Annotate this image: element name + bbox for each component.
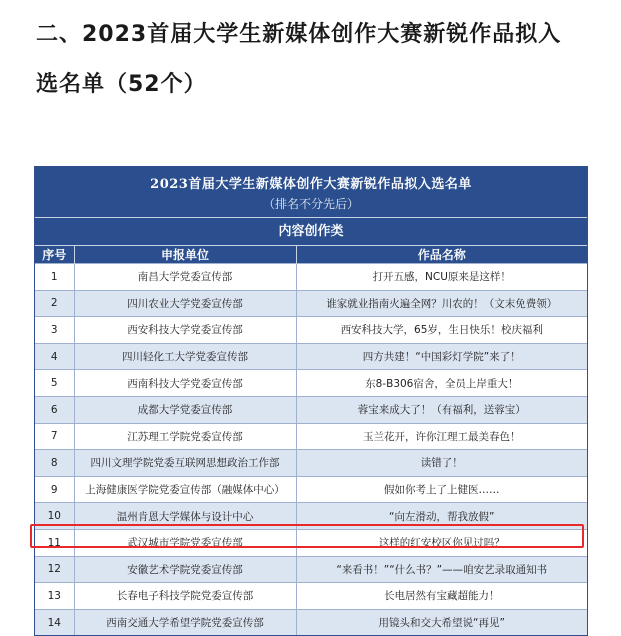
- table-row: [35, 556, 587, 583]
- row-work: 打开五感，NCU原来是这样！: [296, 264, 587, 291]
- row-unit: 温州肯恩大学媒体与设计中心: [74, 503, 296, 530]
- row-unit: 武汉城市学院党委宣传部: [74, 529, 296, 556]
- row-work: 谁家就业指南火遍全网？川农的！（文末免费领）: [296, 290, 587, 317]
- row-number: 5: [35, 370, 74, 397]
- row-unit: 南昌大学党委宣传部: [74, 264, 296, 291]
- row-unit: 上海健康医学院党委宣传部（融媒体中心）: [74, 476, 296, 503]
- heading-line-1: 二、2023首届大学生新媒体创作大赛新锐作品拟入: [36, 22, 562, 47]
- table-title-band: [35, 167, 587, 218]
- highlight-box: [30, 524, 584, 548]
- header-row: [35, 246, 587, 264]
- table-row: [35, 317, 587, 344]
- row-unit: 安徽艺术学院党委宣传部: [74, 556, 296, 583]
- row-work: 长电居然有宝藏超能力！: [296, 583, 587, 610]
- row-work: 读错了！: [296, 450, 587, 477]
- row-work: 玉兰花开，许你江理工最美春色！: [296, 423, 587, 450]
- row-unit: 四川农业大学党委宣传部: [74, 290, 296, 317]
- header-unit: 申报单位: [74, 246, 296, 264]
- row-number: 11: [35, 529, 74, 556]
- row-number: 6: [35, 396, 74, 423]
- table-row: [35, 370, 587, 397]
- row-work: 西安科技大学，65岁，生日快乐！校庆福利: [296, 317, 587, 344]
- table-row: [35, 396, 587, 423]
- shortlist-table: [34, 166, 588, 636]
- entries-table: [35, 246, 587, 635]
- row-unit: 西南科技大学党委宣传部: [74, 370, 296, 397]
- row-number: 9: [35, 476, 74, 503]
- table-title: 2023首届大学生新媒体创作大赛新锐作品拟入选名单: [150, 176, 472, 192]
- row-unit: 四川轻化工大学党委宣传部: [74, 343, 296, 370]
- table-row: [35, 609, 587, 635]
- row-unit: 成都大学党委宣传部: [74, 396, 296, 423]
- table-subtitle: （排名不分先后）: [262, 196, 359, 211]
- row-unit: 西南交通大学希望学院党委宣传部: [74, 609, 296, 635]
- header-work: 作品名称: [296, 246, 587, 264]
- row-number: 2: [35, 290, 74, 317]
- row-number: 8: [35, 450, 74, 477]
- row-work: 用镜头和交大希望说“再见”: [296, 609, 587, 635]
- row-number: 12: [35, 556, 74, 583]
- row-work: 这样的红安校区你见过吗？: [296, 529, 587, 556]
- row-number: 1: [35, 264, 74, 291]
- row-unit: 西安科技大学党委宣传部: [74, 317, 296, 344]
- row-unit: 江苏理工学院党委宣传部: [74, 423, 296, 450]
- header-no: 序号: [35, 246, 74, 264]
- row-number: 13: [35, 583, 74, 610]
- row-number: 4: [35, 343, 74, 370]
- row-number: 14: [35, 609, 74, 635]
- table-row: [35, 290, 587, 317]
- row-work: “来看书！”“什么书？”——咱安艺录取通知书: [296, 556, 587, 583]
- table-row: [35, 583, 587, 610]
- row-number: 3: [35, 317, 74, 344]
- row-work: 东8-B306宿舍，全员上岸重大！: [296, 370, 587, 397]
- row-work: 假如你考上了上健医……: [296, 476, 587, 503]
- table-row: [35, 343, 587, 370]
- section-title: 内容创作类: [35, 218, 587, 246]
- row-work: 四方共建！“中国彩灯学院”来了！: [296, 343, 587, 370]
- table-row: [35, 423, 587, 450]
- table-row: [35, 264, 587, 291]
- row-number: 10: [35, 503, 74, 530]
- row-work: “向左滑动，帮我放假”: [296, 503, 587, 530]
- table-row: [35, 476, 587, 503]
- heading-line-2: 选名单（52个）: [36, 72, 207, 97]
- page-heading: [36, 10, 611, 110]
- table-row: [35, 450, 587, 477]
- row-unit: 长春电子科技学院党委宣传部: [74, 583, 296, 610]
- row-work: 蓉宝来成大了！（有福利，送蓉宝）: [296, 396, 587, 423]
- row-unit: 四川文理学院党委互联网思想政治工作部: [74, 450, 296, 477]
- row-number: 7: [35, 423, 74, 450]
